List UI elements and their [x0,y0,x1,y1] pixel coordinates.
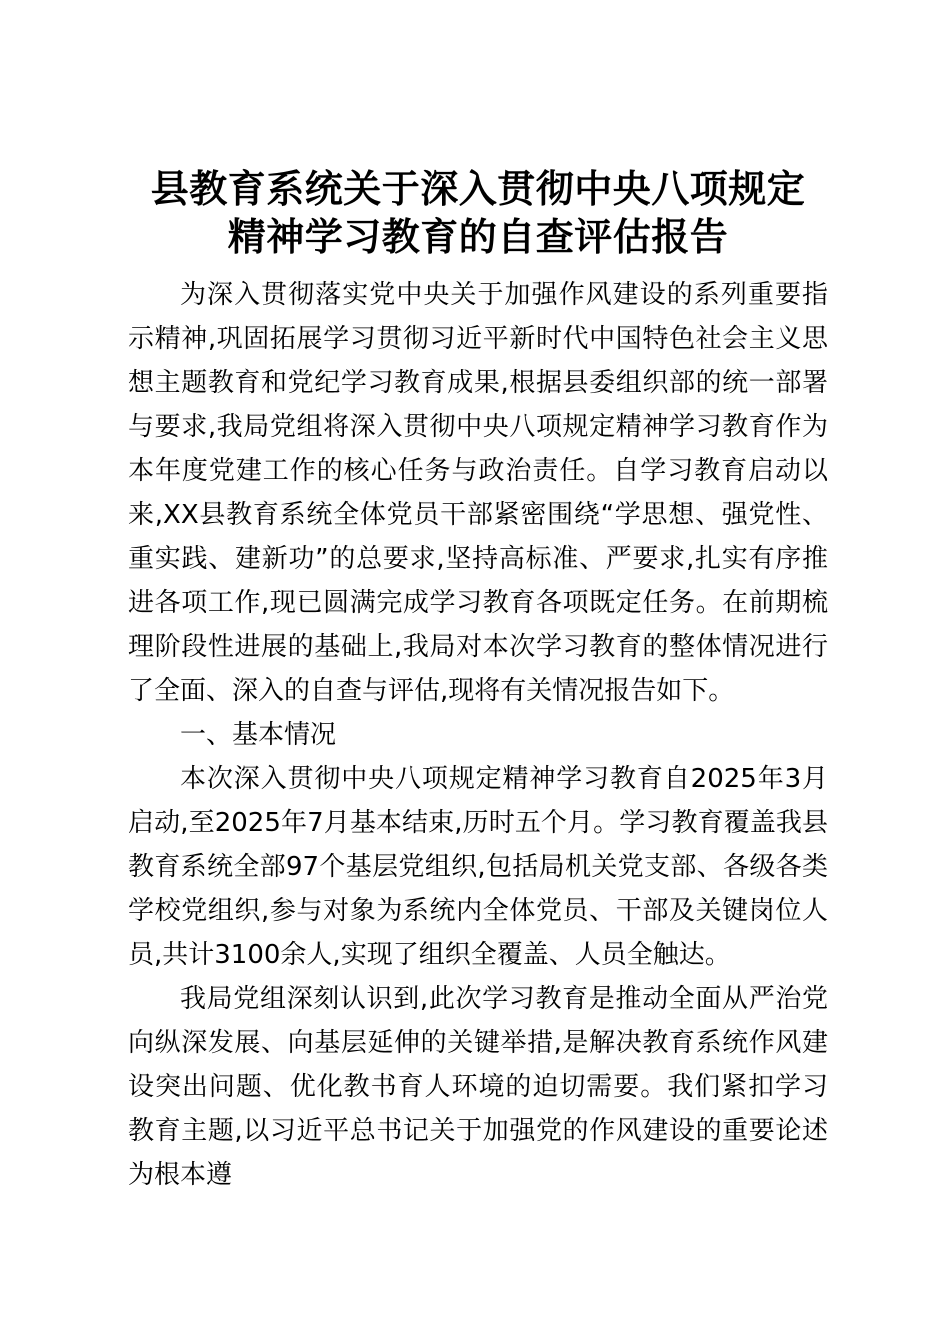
document-body [128,273,828,1197]
basic-situation-paragraph-1: 本次深入贯彻中央八项规定精神学习教育自2025年3月启动,至2025年7月基本结束,历时五个月。学习教育覆盖我县教育系统全部97个基层党组织,包括局机关党支部、各级各类学校党组织,参与对象为系统内全体党员、干部及关键岗位人员,共计3100余人,实现了组织全覆盖、人员全触达。 [128,764,828,970]
title-line-2: 精神学习教育的自查评估报告 [227,215,729,259]
title-line-1: 县教育系统关于深入贯彻中央八项规定 [150,167,806,211]
document-title [128,165,828,261]
section-heading-basic-situation: 一、基本情况 [180,720,337,750]
basic-situation-paragraph-2: 我局党组深刻认识到,此次学习教育是推动全面从严治党向纵深发展、向基层延伸的关键举措,是解决教育系统作风建设突出问题、优化教书育人环境的迫切需要。我们紧扣学习教育主题,以习近平总书记关于加强党的作风建设的重要论述为根本遵 [128,984,828,1190]
intro-paragraph: 为深入贯彻落实党中央关于加强作风建设的系列重要指示精神,巩固拓展学习贯彻习近平新时代中国特色社会主义思想主题教育和党纪学习教育成果,根据县委组织部的统一部署与要求,我局党组将深入贯彻中央八项规定精神学习教育作为本年度党建工作的核心任务与政治责任。自学习教育启动以来,XX县教育系统全体党员干部紧密围绕“学思想、强党性、重实践、建新功”的总要求,坚持高标准、严要求,扎实有序推进各项工作,现已圆满完成学习教育各项既定任务。在前期梳理阶段性进展的基础上,我局对本次学习教育的整体情况进行了全面、深入的自查与评估,现将有关情况报告如下。 [128,280,828,706]
document-page [128,165,828,1197]
